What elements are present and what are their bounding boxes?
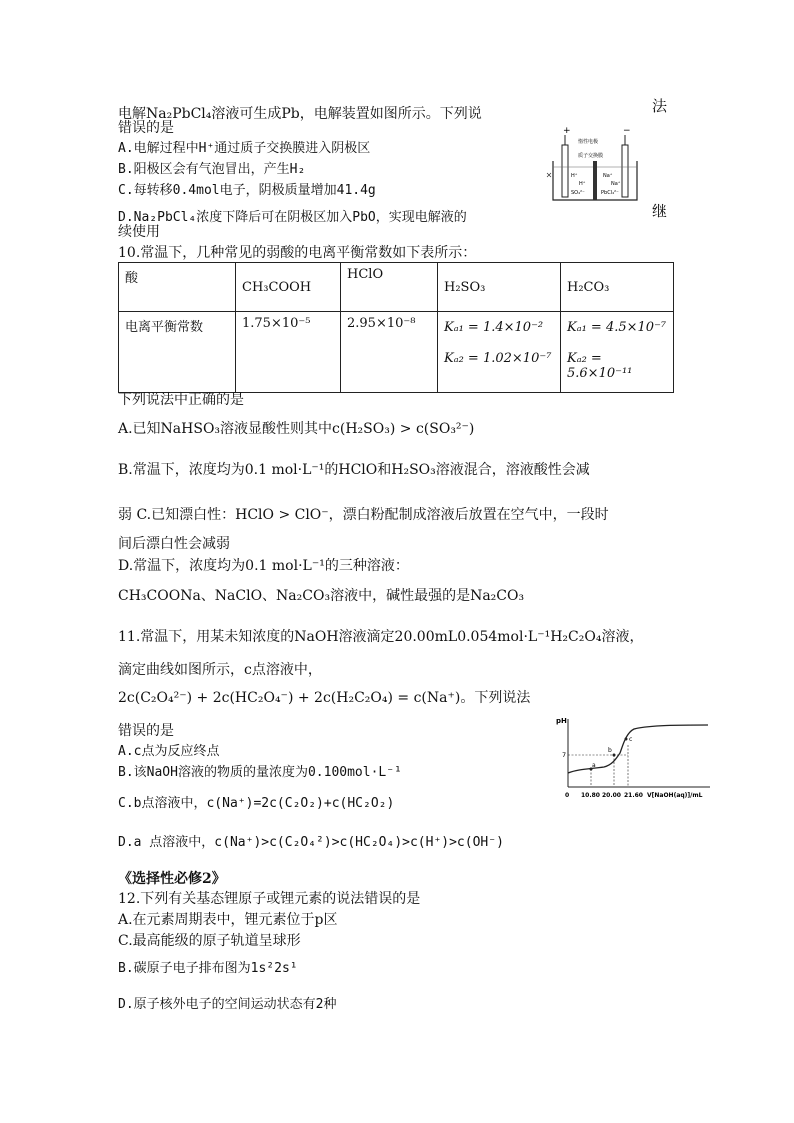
q10-option-c-cont: 间后漂白性会减弱 [118,536,230,552]
point-b-marker [613,754,616,757]
q11-stem-line3: 错误的是 [118,723,174,739]
minus-sign: − [623,126,631,136]
q11-equation: 2c(C₂O₄²⁻) + 2c(HC₂O₄⁻) + 2c(H₂C₂O₄) = c(Na⁺)。下列说法 [118,690,531,706]
q9-option-b: B.阳极区会有气泡冒出，产生H₂ [118,162,306,177]
q12-option-d: D.原子核外电子的空间运动状态有2种 [118,997,337,1012]
table-header-ch3cooh: CH₃COOH [236,263,341,312]
table-header-acid: 酸 [119,263,236,312]
table-cell-h2co3 [561,312,674,393]
chart-y7-label: 7 [562,751,567,759]
q11-option-c: C.b点溶液中，c(Na⁺)=2c(C₂O₂)+c(HC₂O₂) [118,796,395,811]
table-header-h2co3: H₂CO₃ [561,263,674,312]
q11-option-b: B.该NaOH溶液的物质的量浓度为0.100mol·L⁻¹ [118,765,402,780]
side-char-bottom: 继 [652,202,668,220]
q9-option-a: A.电解过程中H⁺通过质子交换膜进入阴极区 [118,141,371,156]
q9-option-c: C.每转移0.4mol电子，阴极质量增加41.4g [118,183,376,198]
q11-option-a: A.c点为反应终点 [118,744,220,759]
q9-stem-line2: 错误的是 [118,120,174,136]
q11-stem-line2: 滴定曲线如图所示，c点溶液中， [118,662,322,678]
q9-option-d: D.Na₂PbCl₄浓度下降后可在阴极区加入PbO，实现电解液的 [118,210,467,225]
table-header-hclo: HClO [341,263,438,312]
q12-option-a: A.在元素周期表中，锂元素位于p区 [118,912,338,928]
table-cell-h2so3 [438,312,561,393]
point-c-marker [625,738,628,741]
table-header-h2so3: H₂SO₃ [438,263,561,312]
chart-ylabel: pH [556,717,567,725]
h2so3-ka2: Kₐ₂ = 1.02×10⁻⁷ [444,351,552,366]
electrolysis-diagram [545,125,645,205]
tick-20-00: 20.00 [602,792,621,799]
side-char-top: 法 [652,97,668,115]
point-a-label: a [592,762,596,769]
proton-exchange-membrane [593,161,597,200]
svg-text:H⁺: H⁺ [571,173,578,179]
point-c-label: c [629,736,633,743]
cathode-electrode [622,145,628,197]
titration-curve-chart [550,715,725,805]
q12-stem: 12.下列有关基态锂原子或锂元素的说法错误的是 [118,891,421,907]
membrane-label: 质子交换膜 [578,153,604,159]
q12-option-b: B.碳原子电子排布图为1s²2s¹ [118,961,298,976]
table-row-label: 电离平衡常数 [119,312,236,393]
q10-option-b: B.常温下，浓度均为0.1 mol·L⁻¹的HClO和H₂SO₃溶液混合，溶液酸性会减 [118,462,590,478]
plus-sign: + [563,126,571,136]
chart-xlabel: V[NaOH(aq)]/mL [647,792,703,799]
q9-stem-line1: 电解Na₂PbCl₄溶液可生成Pb，电解装置如图所示。下列说 [118,106,482,122]
q12-option-c: C.最高能级的原子轨道呈球形 [118,933,301,949]
q10-option-b-cont: 弱 C.已知漂白性：HClO > ClO⁻，漂白粉配制成溶液后放置在空气中，一段时 [118,507,609,523]
q11-option-d: D.a 点溶液中，c(Na⁺)>c(C₂O₄²)>c(HC₂O₄)>c(H⁺)>c(OH⁻) [118,835,504,850]
h2co3-ka2: Kₐ₂ = 5.6×10⁻¹¹ [567,351,633,381]
point-b-label: b [608,747,612,754]
q10-option-a: A.已知NaHSO₃溶液显酸性则其中c(H₂SO₃) > c(SO₃²⁻) [118,421,475,437]
q10-stem: 10.常温下，几种常见的弱酸的电离平衡常数如下表所示： [118,245,477,261]
electrode-label: 惰性电极 [578,139,599,145]
ionization-constant-table [118,262,674,393]
tick-21-60: 21.60 [624,792,643,799]
svg-text:PbCl₄²⁻: PbCl₄²⁻ [601,190,619,196]
svg-text:Na⁺: Na⁺ [611,181,621,187]
tick-0: 0 [565,792,570,799]
table-cell-hclo: 2.95×10⁻⁸ [341,312,438,393]
table-cell-ch3cooh: 1.75×10⁻⁵ [236,312,341,393]
tick-10-80: 10.80 [581,792,600,799]
q10-option-d-cont: CH₃COONa、NaClO、Na₂CO₃溶液中，碱性最强的是Na₂CO₃ [118,588,525,604]
titration-curve [568,725,708,773]
svg-text:Na⁺: Na⁺ [603,173,613,179]
q11-stem-line1: 11.常温下，用某未知浓度的NaOH溶液滴定20.00mL0.054mol·L⁻¹H₂C₂O₄溶液， [118,629,644,645]
q9-option-d-cont: 续使用 [118,224,160,240]
h2co3-ka1: Kₐ₁ = 4.5×10⁻⁷ [567,320,667,335]
svg-text:H⁺: H⁺ [579,181,586,187]
h2so3-ka1: Kₐ₁ = 1.4×10⁻² [444,320,544,335]
svg-text:SO₄²⁻: SO₄²⁻ [571,190,585,196]
q10-prompt: 下列说法中正确的是 [118,392,244,408]
anode-electrode [562,145,568,197]
section-title: 《选择性必修2》 [118,871,226,887]
q10-option-d: D.常温下，浓度均为0.1 mol·L⁻¹的三种溶液： [118,558,409,574]
